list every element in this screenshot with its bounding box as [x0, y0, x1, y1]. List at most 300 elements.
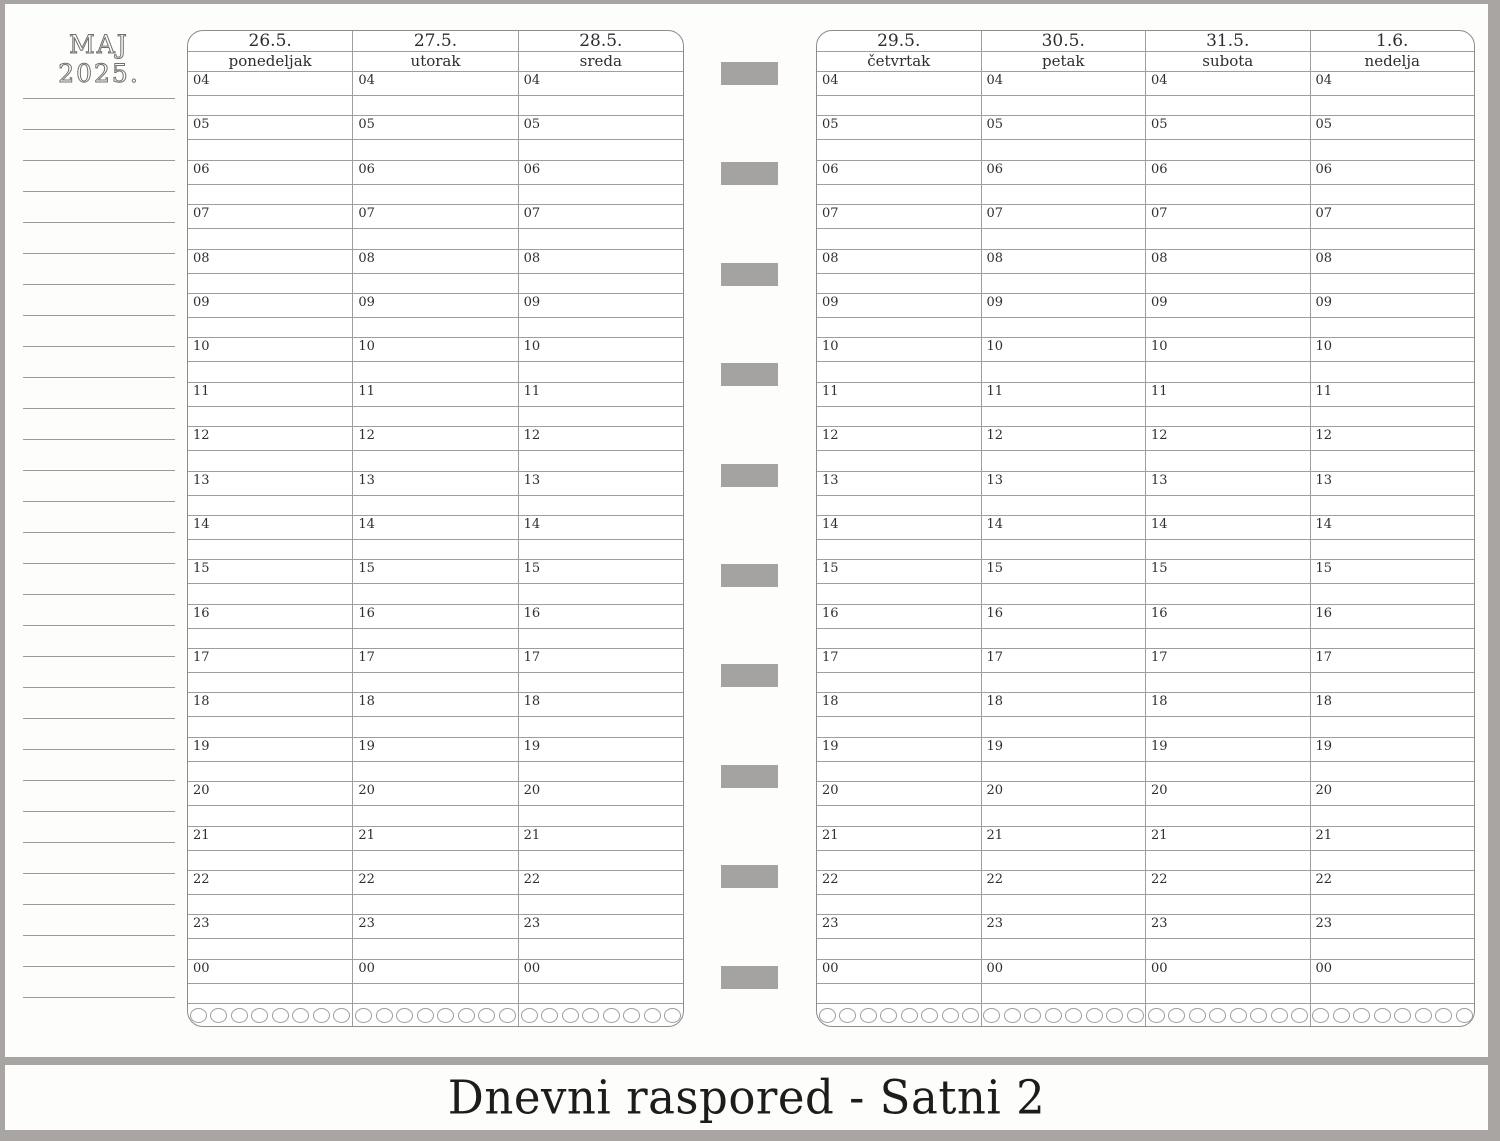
hour-cell-09: 09 [353, 294, 517, 318]
half-hour-cell-08 [353, 274, 517, 294]
hour-cell-14: 14 [982, 516, 1146, 540]
half-hour-cell-14 [1311, 540, 1475, 560]
hour-cell-21: 21 [1146, 827, 1310, 851]
hour-cell-17: 17 [817, 649, 981, 673]
hour-cell-20: 20 [519, 782, 683, 806]
circle-marker [1065, 1008, 1082, 1023]
half-hour-cell-17 [519, 673, 683, 693]
binding-tab [721, 765, 778, 788]
month-label: MAJ [69, 30, 129, 59]
half-hour-cell-12 [519, 451, 683, 471]
note-line [23, 285, 175, 316]
half-hour-cell-06 [1146, 185, 1310, 205]
half-hour-cell-13 [982, 496, 1146, 516]
habit-circles-row [188, 1004, 352, 1026]
hour-cell-04: 04 [519, 72, 683, 96]
note-line [23, 68, 175, 99]
hour-cell-21: 21 [353, 827, 517, 851]
hour-cell-08: 08 [817, 250, 981, 274]
half-hour-cell-00 [519, 984, 683, 1004]
hour-cell-23: 23 [519, 915, 683, 939]
hour-cell-09: 09 [982, 294, 1146, 318]
half-hour-cell-13 [1311, 496, 1475, 516]
hour-cell-08: 08 [519, 250, 683, 274]
habit-circles-row [1146, 1004, 1310, 1026]
half-hour-cell-21 [353, 851, 517, 871]
half-hour-cell-14 [519, 540, 683, 560]
hour-cell-06: 06 [519, 161, 683, 185]
half-hour-cell-22 [188, 895, 352, 915]
habit-circles-row [1311, 1004, 1475, 1026]
half-hour-cell-00 [188, 984, 352, 1004]
half-hour-cell-11 [817, 407, 981, 427]
half-hour-cell-09 [353, 318, 517, 338]
half-hour-cell-14 [817, 540, 981, 560]
hour-cell-00: 00 [817, 960, 981, 984]
half-hour-cell-19 [817, 762, 981, 782]
hour-cell-08: 08 [982, 250, 1146, 274]
hour-cell-23: 23 [1311, 915, 1475, 939]
hour-cell-20: 20 [1311, 782, 1475, 806]
half-hour-cell-15 [982, 584, 1146, 604]
circle-marker [313, 1008, 330, 1023]
half-hour-cell-19 [188, 762, 352, 782]
half-hour-cell-17 [1146, 673, 1310, 693]
half-hour-cell-21 [519, 851, 683, 871]
hour-cell-16: 16 [817, 605, 981, 629]
hour-cell-14: 14 [817, 516, 981, 540]
hour-cell-15: 15 [1146, 560, 1310, 584]
circle-marker [901, 1008, 918, 1023]
half-hour-cell-00 [353, 984, 517, 1004]
hour-cell-20: 20 [188, 782, 352, 806]
half-hour-cell-11 [982, 407, 1146, 427]
hour-cell-16: 16 [1146, 605, 1310, 629]
circle-marker [623, 1008, 640, 1023]
hour-cell-11: 11 [188, 383, 352, 407]
circle-marker [1291, 1008, 1308, 1023]
hour-cell-13: 13 [982, 472, 1146, 496]
hour-cell-04: 04 [817, 72, 981, 96]
half-hour-cell-15 [188, 584, 352, 604]
day-column-1.6. [1310, 31, 1475, 1026]
day-name-header: ponedeljak [188, 52, 352, 72]
half-hour-cell-08 [982, 274, 1146, 294]
half-hour-cell-05 [188, 140, 352, 160]
note-line [23, 905, 175, 936]
half-hour-cell-09 [982, 318, 1146, 338]
circle-marker [1435, 1008, 1452, 1023]
circle-marker [1024, 1008, 1041, 1023]
half-hour-cell-22 [982, 895, 1146, 915]
hour-cell-11: 11 [353, 383, 517, 407]
half-hour-cell-08 [1146, 274, 1310, 294]
half-hour-cell-05 [817, 140, 981, 160]
hour-cell-13: 13 [519, 472, 683, 496]
page-title: Dnevni raspored - Satni 2 [447, 1069, 1046, 1126]
note-line [23, 161, 175, 192]
half-hour-cell-20 [1311, 806, 1475, 826]
habit-circles-row [817, 1004, 981, 1026]
note-line [23, 316, 175, 347]
half-hour-cell-13 [817, 496, 981, 516]
note-line [23, 936, 175, 967]
half-hour-cell-17 [1311, 673, 1475, 693]
circle-marker [231, 1008, 248, 1023]
hour-cell-11: 11 [1146, 383, 1310, 407]
day-name-header: utorak [353, 52, 517, 72]
half-hour-cell-10 [982, 362, 1146, 382]
half-hour-cell-04 [817, 96, 981, 116]
circle-marker [333, 1008, 350, 1023]
hour-cell-13: 13 [1311, 472, 1475, 496]
half-hour-cell-11 [1311, 407, 1475, 427]
note-line [23, 626, 175, 657]
habit-circles-row [353, 1004, 517, 1026]
half-hour-cell-06 [817, 185, 981, 205]
hour-cell-13: 13 [188, 472, 352, 496]
hour-cell-04: 04 [1146, 72, 1310, 96]
half-hour-cell-23 [982, 939, 1146, 959]
hour-cell-21: 21 [1311, 827, 1475, 851]
half-hour-cell-04 [353, 96, 517, 116]
note-line [23, 130, 175, 161]
note-line [23, 781, 175, 812]
circle-marker [437, 1008, 454, 1023]
hour-cell-18: 18 [982, 693, 1146, 717]
hour-cell-12: 12 [1146, 427, 1310, 451]
note-line [23, 347, 175, 378]
hour-cell-13: 13 [817, 472, 981, 496]
half-hour-cell-18 [817, 717, 981, 737]
circle-marker [396, 1008, 413, 1023]
hour-cell-23: 23 [982, 915, 1146, 939]
half-hour-cell-07 [817, 229, 981, 249]
hour-cell-05: 05 [1311, 116, 1475, 140]
hour-cell-00: 00 [982, 960, 1146, 984]
note-line [23, 874, 175, 905]
note-line [23, 192, 175, 223]
hour-cell-23: 23 [188, 915, 352, 939]
hour-cell-07: 07 [982, 205, 1146, 229]
binding-tab [721, 664, 778, 687]
half-hour-cell-00 [1146, 984, 1310, 1004]
note-line [23, 967, 175, 998]
hour-cell-15: 15 [817, 560, 981, 584]
hour-cell-20: 20 [353, 782, 517, 806]
hour-cell-11: 11 [982, 383, 1146, 407]
half-hour-cell-12 [188, 451, 352, 471]
half-hour-cell-12 [982, 451, 1146, 471]
circle-marker [1415, 1008, 1432, 1023]
hour-cell-04: 04 [1311, 72, 1475, 96]
circle-marker [251, 1008, 268, 1023]
half-hour-cell-22 [519, 895, 683, 915]
hour-cell-09: 09 [817, 294, 981, 318]
half-hour-cell-06 [519, 185, 683, 205]
hour-cell-04: 04 [982, 72, 1146, 96]
half-hour-cell-11 [519, 407, 683, 427]
hour-cell-20: 20 [817, 782, 981, 806]
half-hour-cell-10 [188, 362, 352, 382]
date-header: 30.5. [982, 31, 1146, 52]
half-hour-cell-10 [1311, 362, 1475, 382]
circle-marker [983, 1008, 1000, 1023]
circle-marker [272, 1008, 289, 1023]
half-hour-cell-13 [1146, 496, 1310, 516]
hour-cell-21: 21 [817, 827, 981, 851]
note-line [23, 657, 175, 688]
hour-cell-18: 18 [1146, 693, 1310, 717]
half-hour-cell-06 [1311, 185, 1475, 205]
hour-cell-19: 19 [1311, 738, 1475, 762]
hour-cell-19: 19 [1146, 738, 1310, 762]
circle-marker [664, 1008, 681, 1023]
circle-marker [644, 1008, 661, 1023]
half-hour-cell-05 [1146, 140, 1310, 160]
note-line [23, 595, 175, 626]
hour-cell-11: 11 [1311, 383, 1475, 407]
half-hour-cell-12 [1146, 451, 1310, 471]
hour-cell-11: 11 [817, 383, 981, 407]
hour-cell-00: 00 [1311, 960, 1475, 984]
half-hour-cell-06 [353, 185, 517, 205]
half-hour-cell-18 [188, 717, 352, 737]
hour-cell-18: 18 [353, 693, 517, 717]
circle-marker [1086, 1008, 1103, 1023]
circle-marker [458, 1008, 475, 1023]
hour-cell-05: 05 [1146, 116, 1310, 140]
half-hour-cell-10 [817, 362, 981, 382]
half-hour-cell-07 [982, 229, 1146, 249]
page-content [5, 4, 1488, 1057]
circle-marker [562, 1008, 579, 1023]
note-line [23, 533, 175, 564]
note-line [23, 99, 175, 130]
half-hour-cell-09 [1311, 318, 1475, 338]
half-hour-cell-14 [188, 540, 352, 560]
hour-cell-15: 15 [188, 560, 352, 584]
half-hour-cell-23 [519, 939, 683, 959]
hour-cell-14: 14 [1311, 516, 1475, 540]
week-table-right [816, 30, 1475, 1027]
hour-cell-05: 05 [353, 116, 517, 140]
hour-cell-06: 06 [353, 161, 517, 185]
half-hour-cell-00 [982, 984, 1146, 1004]
hour-cell-06: 06 [817, 161, 981, 185]
day-name-header: petak [982, 52, 1146, 72]
hour-cell-16: 16 [519, 605, 683, 629]
half-hour-cell-14 [353, 540, 517, 560]
note-line [23, 378, 175, 409]
date-header: 26.5. [188, 31, 352, 52]
binding-tab [721, 865, 778, 888]
hour-cell-15: 15 [519, 560, 683, 584]
date-header: 29.5. [817, 31, 981, 52]
circle-marker [190, 1008, 207, 1023]
hour-cell-19: 19 [353, 738, 517, 762]
half-hour-cell-13 [519, 496, 683, 516]
half-hour-cell-20 [353, 806, 517, 826]
hour-cell-09: 09 [188, 294, 352, 318]
hour-cell-04: 04 [188, 72, 352, 96]
note-line [23, 688, 175, 719]
half-hour-cell-21 [188, 851, 352, 871]
hour-cell-17: 17 [982, 649, 1146, 673]
hour-cell-07: 07 [519, 205, 683, 229]
hour-cell-10: 10 [1146, 338, 1310, 362]
half-hour-cell-20 [982, 806, 1146, 826]
hour-cell-23: 23 [353, 915, 517, 939]
hour-cell-11: 11 [519, 383, 683, 407]
hour-cell-07: 07 [1311, 205, 1475, 229]
circle-marker [1394, 1008, 1411, 1023]
half-hour-cell-04 [1311, 96, 1475, 116]
half-hour-cell-19 [982, 762, 1146, 782]
circle-marker [1271, 1008, 1288, 1023]
hour-cell-16: 16 [353, 605, 517, 629]
circle-marker [1333, 1008, 1350, 1023]
half-hour-cell-19 [1146, 762, 1310, 782]
half-hour-cell-08 [188, 274, 352, 294]
day-name-header: sreda [519, 52, 683, 72]
half-hour-cell-07 [1311, 229, 1475, 249]
note-line [23, 223, 175, 254]
half-hour-cell-16 [519, 629, 683, 649]
half-hour-cell-09 [519, 318, 683, 338]
half-hour-cell-22 [1146, 895, 1310, 915]
circle-marker [1374, 1008, 1391, 1023]
circle-marker [880, 1008, 897, 1023]
half-hour-cell-07 [519, 229, 683, 249]
half-hour-cell-17 [188, 673, 352, 693]
note-line [23, 409, 175, 440]
hour-cell-10: 10 [353, 338, 517, 362]
half-hour-cell-15 [817, 584, 981, 604]
half-hour-cell-22 [817, 895, 981, 915]
hour-cell-19: 19 [982, 738, 1146, 762]
hour-cell-19: 19 [817, 738, 981, 762]
binding-tab [721, 263, 778, 286]
half-hour-cell-10 [1146, 362, 1310, 382]
week-table-left [187, 30, 684, 1027]
half-hour-cell-20 [1146, 806, 1310, 826]
half-hour-cell-23 [817, 939, 981, 959]
half-hour-cell-10 [353, 362, 517, 382]
binding-tab [721, 564, 778, 587]
hour-cell-18: 18 [817, 693, 981, 717]
note-line [23, 843, 175, 874]
hour-cell-00: 00 [519, 960, 683, 984]
note-line [23, 750, 175, 781]
half-hour-cell-17 [817, 673, 981, 693]
circle-marker [860, 1008, 877, 1023]
half-hour-cell-23 [188, 939, 352, 959]
hour-cell-17: 17 [188, 649, 352, 673]
circle-marker [1004, 1008, 1021, 1023]
hour-cell-20: 20 [1146, 782, 1310, 806]
note-line [23, 502, 175, 533]
day-column-28.5. [518, 31, 683, 1026]
hour-cell-00: 00 [353, 960, 517, 984]
circle-marker [1168, 1008, 1185, 1023]
habit-circles-row [982, 1004, 1146, 1026]
hour-cell-09: 09 [519, 294, 683, 318]
half-hour-cell-18 [982, 717, 1146, 737]
note-line [23, 254, 175, 285]
hour-cell-07: 07 [1146, 205, 1310, 229]
hour-cell-10: 10 [519, 338, 683, 362]
half-hour-cell-18 [1146, 717, 1310, 737]
hour-cell-21: 21 [982, 827, 1146, 851]
hour-cell-14: 14 [519, 516, 683, 540]
half-hour-cell-12 [817, 451, 981, 471]
hour-cell-09: 09 [1311, 294, 1475, 318]
half-hour-cell-15 [1146, 584, 1310, 604]
circle-marker [1106, 1008, 1123, 1023]
half-hour-cell-21 [817, 851, 981, 871]
half-hour-cell-07 [353, 229, 517, 249]
half-hour-cell-15 [1311, 584, 1475, 604]
circle-marker [921, 1008, 938, 1023]
day-name-header: nedelja [1311, 52, 1475, 72]
half-hour-cell-07 [1146, 229, 1310, 249]
hour-cell-06: 06 [188, 161, 352, 185]
half-hour-cell-23 [1146, 939, 1310, 959]
half-hour-cell-04 [188, 96, 352, 116]
half-hour-cell-15 [353, 584, 517, 604]
half-hour-cell-18 [353, 717, 517, 737]
half-hour-cell-08 [519, 274, 683, 294]
half-hour-cell-05 [1311, 140, 1475, 160]
half-hour-cell-12 [353, 451, 517, 471]
half-hour-cell-23 [1311, 939, 1475, 959]
binding-tab [721, 464, 778, 487]
day-name-header: subota [1146, 52, 1310, 72]
half-hour-cell-05 [982, 140, 1146, 160]
half-hour-cell-21 [982, 851, 1146, 871]
hour-cell-05: 05 [188, 116, 352, 140]
hour-cell-20: 20 [982, 782, 1146, 806]
hour-cell-00: 00 [1146, 960, 1310, 984]
hour-cell-17: 17 [353, 649, 517, 673]
half-hour-cell-00 [817, 984, 981, 1004]
half-hour-cell-21 [1146, 851, 1310, 871]
date-header: 27.5. [353, 31, 517, 52]
note-line [23, 471, 175, 502]
half-hour-cell-09 [817, 318, 981, 338]
circle-marker [962, 1008, 979, 1023]
hour-cell-05: 05 [982, 116, 1146, 140]
hour-cell-13: 13 [1146, 472, 1310, 496]
day-column-26.5. [188, 31, 352, 1026]
half-hour-cell-15 [519, 584, 683, 604]
half-hour-cell-18 [519, 717, 683, 737]
half-hour-cell-08 [1311, 274, 1475, 294]
half-hour-cell-07 [188, 229, 352, 249]
hour-cell-06: 06 [982, 161, 1146, 185]
day-column-31.5. [1145, 31, 1310, 1026]
half-hour-cell-09 [188, 318, 352, 338]
circle-marker [1127, 1008, 1144, 1023]
hour-cell-22: 22 [817, 871, 981, 895]
circle-marker [355, 1008, 372, 1023]
half-hour-cell-20 [519, 806, 683, 826]
hour-cell-22: 22 [188, 871, 352, 895]
half-hour-cell-18 [1311, 717, 1475, 737]
half-hour-cell-22 [1311, 895, 1475, 915]
hour-cell-10: 10 [982, 338, 1146, 362]
